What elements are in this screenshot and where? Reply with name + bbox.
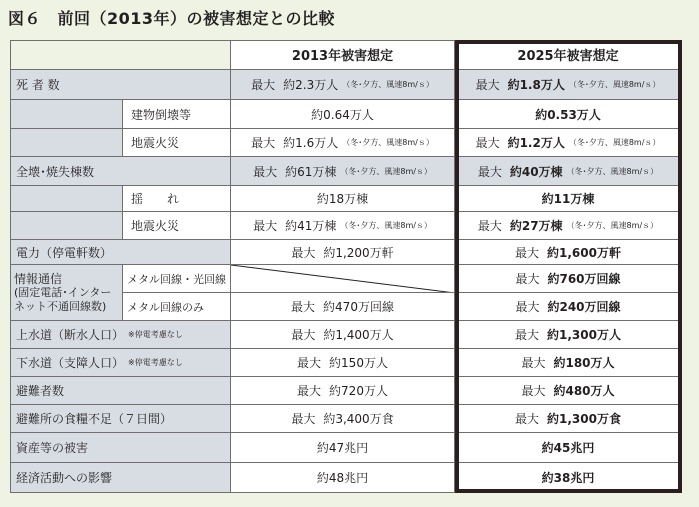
fire-buildings-2013 — [231, 212, 455, 240]
prefix: 最大 — [297, 384, 322, 398]
row-label-buildings-group — [10, 186, 123, 212]
wind-note: （冬･夕方、風速8m/ｓ） — [342, 138, 434, 147]
sewer-2025 — [455, 349, 682, 377]
metal-optical-2025 — [455, 265, 682, 293]
figure-title: 図６ 前回（2013年）の被害想定との比較 — [8, 9, 336, 28]
label-text: 下水道（支障人口） — [16, 356, 125, 370]
prefix: 最大 — [477, 164, 502, 179]
value: 約240万回線 — [547, 300, 621, 314]
prefix: 最大 — [291, 412, 316, 426]
prefix: 最大 — [515, 272, 540, 286]
metal-only-2025 — [455, 293, 682, 321]
prefix: 最大 — [253, 164, 278, 179]
prefix: 最大 — [251, 78, 276, 92]
shaking-2013: 約18万棟 — [231, 186, 455, 212]
value: 約3,400万食 — [323, 412, 394, 426]
telecom-line-3: ネット不通回線数) — [14, 299, 107, 313]
value: 約1,300万人 — [547, 328, 621, 342]
prefix: 最大 — [291, 328, 316, 342]
food-shortage-2013 — [231, 405, 455, 433]
value: 約40万棟 — [509, 164, 563, 179]
value: 約1.8万人 — [507, 78, 565, 92]
prefix: 最大 — [521, 384, 546, 398]
asset-damage-2013: 約47兆円 — [231, 433, 455, 463]
prefix: 最大 — [253, 219, 278, 233]
row-label-sewer — [10, 349, 231, 377]
value: 約1.2万人 — [507, 136, 565, 150]
row-label-power: 電力（停電軒数） — [10, 240, 231, 265]
row-label-metal-only: メタル回線のみ — [123, 293, 231, 321]
power-2025 — [455, 240, 682, 265]
wind-note: （冬･夕方、風速8m/ｓ） — [568, 80, 661, 89]
value: 約1,300万食 — [547, 412, 621, 426]
deaths-2013 — [231, 70, 455, 100]
water-2025 — [455, 321, 682, 349]
row-label-metal-optical: メタル回線・光回線 — [123, 265, 231, 293]
row-label-evacuees: 避難者数 — [10, 377, 231, 405]
sewer-2013 — [231, 349, 455, 377]
metal-only-2013 — [231, 293, 455, 321]
wind-note: （冬･夕方、風速8m/ｓ） — [340, 166, 432, 176]
fire-deaths-2025 — [455, 129, 682, 157]
telecom-line-1: 情報通信 — [14, 271, 63, 286]
header-blank — [10, 40, 231, 70]
header-2025: 2025年被害想定 — [455, 40, 682, 70]
value: 約760万回線 — [547, 272, 621, 286]
power-2013 — [231, 240, 455, 265]
wind-note: （冬･夕方、風速8m/ｓ） — [340, 221, 432, 230]
row-label-telecom — [10, 265, 123, 321]
row-label-deaths-group2 — [10, 129, 123, 157]
na-diagonal — [231, 265, 455, 293]
telecom-line-2: (固定電話･インター — [14, 285, 112, 299]
row-label-fire-deaths: 地震火災 — [123, 129, 231, 157]
wind-note: （冬･夕方、風速8m/ｓ） — [568, 138, 661, 147]
value: 約61万棟 — [285, 164, 337, 179]
wind-note: （冬･夕方、風速8m/ｓ） — [342, 80, 434, 89]
row-label-buildings: 全壊･焼失棟数 — [10, 157, 231, 186]
building-collapse-2013: 約0.64万人 — [231, 100, 455, 129]
buildings-2025 — [455, 157, 682, 186]
value: 約1,200万軒 — [323, 245, 394, 260]
row-label-food-shortage: 避難所の食糧不足（７日間） — [10, 405, 231, 433]
metal-optical-2013 — [231, 265, 455, 293]
value: 約1,400万人 — [323, 328, 394, 342]
row-label-shaking: 揺 れ — [123, 186, 231, 212]
fire-deaths-2013 — [231, 129, 455, 157]
value: 約2.3万人 — [283, 78, 339, 92]
prefix: 最大 — [515, 245, 540, 260]
shaking-2025: 約11万棟 — [455, 186, 682, 212]
economic-impact-2025: 約38兆円 — [455, 463, 682, 493]
prefix: 最大 — [477, 219, 502, 233]
wind-note: （冬･夕方、風速8m/ｓ） — [566, 166, 659, 176]
value: 約1,600万軒 — [547, 245, 621, 260]
row-label-deaths-group — [10, 100, 123, 129]
row-label-building-collapse: 建物倒壊等 — [123, 100, 231, 129]
prefix: 最大 — [297, 356, 322, 370]
fire-buildings-2025 — [455, 212, 682, 240]
evacuees-2013 — [231, 377, 455, 405]
value: 約1.6万人 — [283, 136, 339, 150]
economic-impact-2013: 約48兆円 — [231, 463, 455, 493]
power-note: ※停電考慮なし — [128, 358, 183, 367]
water-2013 — [231, 321, 455, 349]
food-shortage-2025 — [455, 405, 682, 433]
prefix: 最大 — [475, 78, 500, 92]
building-collapse-2025: 約0.53万人 — [455, 100, 682, 129]
value: 約720万人 — [329, 384, 388, 398]
label-text: 上水道（断水人口） — [16, 328, 125, 342]
prefix: 最大 — [521, 356, 546, 370]
prefix: 最大 — [515, 412, 540, 426]
asset-damage-2025: 約45兆円 — [455, 433, 682, 463]
prefix: 最大 — [251, 136, 276, 150]
evacuees-2025 — [455, 377, 682, 405]
value: 約41万棟 — [285, 219, 337, 233]
prefix: 最大 — [291, 300, 316, 314]
value: 約180万人 — [553, 356, 615, 370]
row-label-water — [10, 321, 231, 349]
row-label-fire-buildings: 地震火災 — [123, 212, 231, 240]
power-note: ※停電考慮なし — [128, 330, 183, 339]
prefix: 最大 — [515, 328, 540, 342]
value: 約470万回線 — [323, 300, 394, 314]
prefix: 最大 — [291, 245, 316, 260]
buildings-2013 — [231, 157, 455, 186]
row-label-deaths: 死 者 数 — [10, 70, 231, 100]
header-2013: 2013年被害想定 — [231, 40, 455, 70]
wind-note: （冬･夕方、風速8m/ｓ） — [566, 221, 659, 230]
value: 約150万人 — [329, 356, 388, 370]
prefix: 最大 — [515, 300, 540, 314]
deaths-2025 — [455, 70, 682, 100]
value: 約27万棟 — [509, 219, 563, 233]
row-label-buildings-group2 — [10, 212, 123, 240]
prefix: 最大 — [475, 136, 500, 150]
value: 約480万人 — [553, 384, 615, 398]
row-label-economic-impact: 経済活動への影響 — [10, 463, 231, 493]
row-label-asset-damage: 資産等の被害 — [10, 433, 231, 463]
